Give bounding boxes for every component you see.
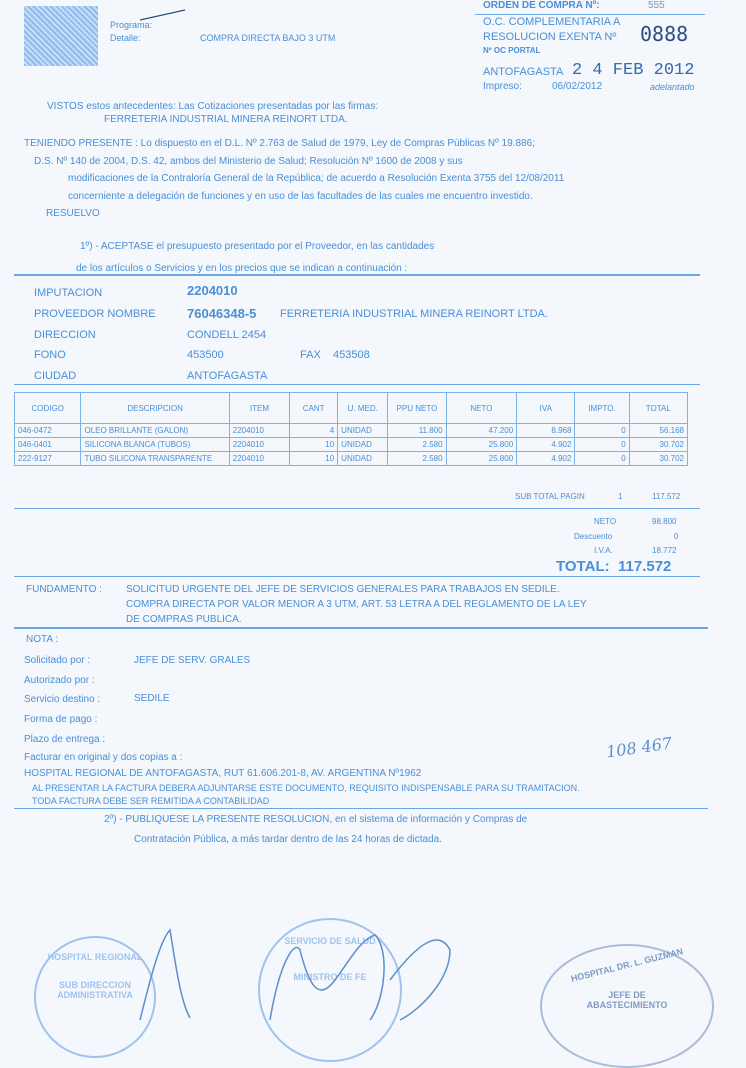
stamp-center-top: SERVICIO DE SALUD [284, 936, 376, 946]
facturar-label: Facturar en original y dos copias a : [24, 752, 183, 763]
col-codigo: CODIGO [15, 393, 81, 424]
resolucion-exenta-label: RESOLUCION EXENTA Nº [483, 31, 617, 43]
impreso-date: 06/02/2012 [552, 81, 603, 92]
fundamento-label: FUNDAMENTO : [26, 584, 102, 595]
col-ppu-neto: PPU NETO [388, 393, 446, 424]
oc-portal-label: Nº OC PORTAL [483, 46, 541, 55]
section-rule-3 [14, 508, 700, 509]
proveedor-label: PROVEEDOR NOMBRE [34, 308, 156, 320]
items-table [14, 392, 688, 466]
neto-value: 98.800 [652, 517, 677, 526]
proveedor-rut: 76046348-5 [187, 306, 257, 321]
descuento-value: 0 [674, 532, 679, 541]
cell-descripcion: SILICONA BLANCA (TUBOS) [81, 438, 229, 452]
iva-label: I.V.A. [594, 546, 613, 555]
teniendo-line1: TENIENDO PRESENTE : Lo dispuesto en el D.L. Nº 2.763 de Salud de 1979, Ley de Compras Públicas Nº 19.886; [24, 138, 535, 149]
cell-ppu-neto: 2.580 [388, 438, 446, 452]
cell-neto: 47.200 [446, 424, 517, 438]
servicio-label: Servicio destino : [24, 694, 101, 705]
solicitado-label: Solicitado por : [24, 655, 91, 666]
col-descripcion: DESCRIPCION [81, 393, 229, 424]
cell-impto: 0 [575, 452, 629, 466]
cell-iva: 4.902 [517, 452, 575, 466]
cell-umed: UNIDAD [338, 424, 388, 438]
solicitado-value: JEFE DE SERV. GRALES [134, 655, 251, 666]
cell-umed: UNIDAD [338, 452, 388, 466]
impreso-label: Impreso: [483, 81, 522, 92]
section-rule-4 [14, 576, 700, 577]
cell-impto: 0 [575, 438, 629, 452]
col-umed: U. MED. [338, 393, 388, 424]
forma-pago-label: Forma de pago : [24, 714, 98, 725]
col-total: TOTAL [629, 393, 687, 424]
detalle-value: COMPRA DIRECTA BAJO 3 UTM [200, 33, 336, 43]
section-rule-2 [14, 384, 700, 385]
fundamento-line1: SOLICITUD URGENTE DEL JEFE DE SERVICIOS GENERALES PARA TRABAJOS EN SEDILE. [126, 584, 560, 595]
adelantado-note: adelantado [650, 82, 695, 92]
ciudad-value: ANTOFAGASTA [187, 370, 268, 382]
proveedor-nombre: FERRETERIA INDUSTRIAL MINERA REINORT LTDA. [280, 308, 548, 320]
autorizado-label: Autorizado por : [24, 675, 95, 686]
cell-item: 2204010 [229, 424, 289, 438]
imputacion-value: 2204010 [187, 283, 238, 298]
ciudad-label: CIUDAD [34, 370, 77, 382]
cell-cant: 10 [290, 438, 338, 452]
total-label: TOTAL: [556, 558, 610, 575]
section-rule-6 [14, 808, 708, 809]
cell-iva: 8.968 [517, 424, 575, 438]
teniendo-line3: modificaciones de la Contraloría General de la República; de acuerdo a Resolución Exenta 3755 del 12/08/2011 [68, 173, 565, 184]
section-rule-5 [14, 627, 708, 629]
fundamento-line3: DE COMPRAS PUBLICA. [126, 614, 242, 625]
teniendo-line2: D.S. Nº 140 de 2004, D.S. 42, ambos del Ministerio de Salud; Resolución Nº 1600 de 2008 y sus [34, 156, 463, 167]
vistos-line1: VISTOS estos antecedentes: Las Cotizaciones presentadas por las firmas: [47, 101, 379, 112]
cell-cant: 4 [290, 424, 338, 438]
total-value: 117.572 [618, 558, 672, 575]
direccion-label: DIRECCION [34, 329, 96, 341]
stamp-left-top: HOSPITAL REGIONAL [47, 952, 143, 962]
imputacion-label: IMPUTACION [34, 287, 103, 299]
teniendo-line4: concerniente a delegación de funciones y en uso de las facultades de las cuales me encuentro investido. [68, 191, 533, 202]
cell-item: 2204010 [229, 452, 289, 466]
presentar-note: AL PRESENTAR LA FACTURA DEBERA ADJUNTARSE ESTE DOCUMENTO, REQUISITO INDISPENSABLE PARA SU TRAMITACION. [32, 783, 580, 793]
cell-codigo: 222-9127 [15, 452, 81, 466]
table-row [15, 438, 688, 452]
resuelvo-label: RESUELVO [46, 208, 100, 219]
stamp-right-mid: JEFE DE ABASTECIMIENTO [586, 990, 668, 1010]
fono-label: FONO [34, 349, 66, 361]
col-neto: NETO [446, 393, 517, 424]
subtotal-page: 1 [618, 492, 623, 501]
cell-neto: 25.800 [446, 452, 517, 466]
fundamento-line2: COMPRA DIRECTA POR VALOR MENOR A 3 UTM, ART. 53 LETRA A DEL REGLAMENTO DE LA LEY [126, 599, 587, 610]
order-number: 555 [648, 0, 665, 11]
cell-ppu-neto: 11.800 [388, 424, 446, 438]
cell-total: 30.702 [629, 438, 687, 452]
vistos-line2: FERRETERIA INDUSTRIAL MINERA REINORT LTDA. [104, 114, 348, 125]
signature [120, 920, 460, 1024]
cell-codigo: 046-0472 [15, 424, 81, 438]
table-header-row [15, 393, 688, 424]
programa-label: Programa: [110, 20, 153, 30]
cell-umed: UNIDAD [338, 438, 388, 452]
col-impto: IMPTO. [575, 393, 629, 424]
cell-neto: 25.800 [446, 438, 517, 452]
col-item: ITEM [229, 393, 289, 424]
iva-value: 18.772 [652, 546, 677, 555]
subtotal-value: 117.572 [652, 492, 681, 501]
table-row [15, 424, 688, 438]
servicio-value: SEDILE [134, 693, 170, 704]
header-rule [475, 14, 705, 15]
detalle-label: Detalle: [110, 33, 141, 43]
cell-total: 56.168 [629, 424, 687, 438]
date-stamp: 2 4 FEB 2012 [572, 61, 695, 80]
acept-line2: de los artículos o Servicios y en los precios que se indican a continuación : [76, 263, 408, 274]
neto-label: NETO [594, 517, 617, 526]
oc-complementaria: O.C. COMPLEMENTARIA A [483, 16, 621, 28]
nota-label: NOTA : [26, 634, 59, 645]
cell-codigo: 046-0401 [15, 438, 81, 452]
subtotal-label: SUB TOTAL PAGIN [515, 492, 585, 501]
order-label: ORDEN DE COMPRA Nº: [483, 0, 600, 11]
section-rule-1 [14, 274, 700, 276]
hospital-address: HOSPITAL REGIONAL DE ANTOFAGASTA, RUT 61.606.201-8, AV. ARGENTINA Nº1962 [24, 768, 422, 779]
stamp-left-mid: SUB DIRECCION ADMINISTRATIVA [57, 980, 133, 1000]
col-iva: IVA [517, 393, 575, 424]
descuento-label: Descuento [574, 532, 613, 541]
direccion-value: CONDELL 2454 [187, 329, 267, 341]
resolucion-number: 0888 [640, 22, 689, 46]
stamp-right-top: HOSPITAL DR. L. GUZMAN [569, 946, 685, 984]
acept-line1: 1º) - ACEPTASE el presupuesto presentado por el Proveedor, en las cantidades [80, 241, 435, 252]
city-stamp: ANTOFAGASTA [483, 66, 564, 78]
col-cant: CANT [290, 393, 338, 424]
stamp-abastecimiento [540, 944, 714, 1068]
stamp-center-mid: MINISTRO DE FE [293, 972, 367, 982]
table-row [15, 452, 688, 466]
plazo-label: Plazo de entrega : [24, 734, 106, 745]
publiquese-line1: 2º) - PUBLIQUESE LA PRESENTE RESOLUCION, en el sistema de información y Compras de [104, 814, 528, 825]
fax-label: FAX [300, 349, 321, 361]
cell-total: 30.702 [629, 452, 687, 466]
cell-cant: 10 [290, 452, 338, 466]
cell-ppu-neto: 2.580 [388, 452, 446, 466]
cell-iva: 4.902 [517, 438, 575, 452]
cell-descripcion: OLEO BRILLANTE (GALON) [81, 424, 229, 438]
header-pen-mark [40, 8, 190, 38]
toda-factura-note: TODA FACTURA DEBE SER REMITIDA A CONTABILIDAD [32, 796, 270, 806]
fono-value: 453500 [187, 349, 224, 361]
cell-descripcion: TUBO SILICONA TRANSPARENTE [81, 452, 229, 466]
cell-impto: 0 [575, 424, 629, 438]
cell-item: 2204010 [229, 438, 289, 452]
fax-value: 453508 [333, 349, 370, 361]
handwritten-note: 108 467 [604, 733, 674, 762]
publiquese-line2: Contratación Pública, a más tardar dentro de las 24 horas de dictada. [134, 834, 442, 845]
